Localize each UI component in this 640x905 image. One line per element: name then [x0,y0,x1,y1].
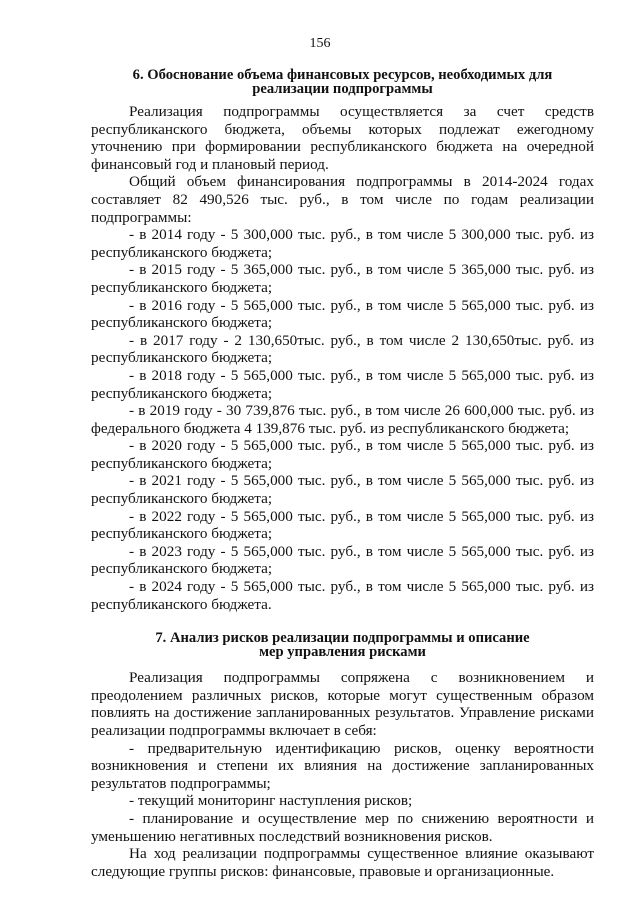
section-6-heading-line2: реализации подпрограммы [252,81,433,97]
section-7-paragraph-1: Реализация подпрограммы сопряжена с возникновением и преодолением различных рисков, которые могут существенным образом повлиять на достижение запланированных результатов. Управление рисками реализации подпрограммы включает в себя: [91,669,594,739]
funding-item-2021: - в 2021 году - 5 565,000 тыс. руб., в том числе 5 565,000 тыс. руб. из республиканского бюджета; [91,472,594,508]
section-7-heading-line2: мер управления рисками [259,644,426,661]
funding-item-2022: - в 2022 году - 5 565,000 тыс. руб., в том числе 5 565,000 тыс. руб. из республиканского бюджета; [91,507,594,543]
funding-item-2016: - в 2016 году - 5 565,000 тыс. руб., в том числе 5 565,000 тыс. руб. из республиканского бюджета; [91,296,594,332]
section-7-heading-line1: 7. Анализ рисков реализации подпрограммы и описание [155,630,530,647]
funding-item-2019: - в 2019 году - 30 739,876 тыс. руб., в том числе 26 600,000 тыс. руб. из федерального бюджета 4 139,876 тыс. руб. из республиканского бюджета; [91,402,594,437]
section-6-paragraph-1: Реализация подпрограммы осуществляется за счет средств республиканского бюджета, объемы которых подлежат ежегодному уточнению при формировании республиканского бюджета на очередной финансовый год и плановый период. [91,103,594,173]
funding-item-2014: - в 2014 году - 5 300,000 тыс. руб., в том числе 5 300,000 тыс. руб. из республиканского бюджета; [91,226,594,261]
funding-item-2020: - в 2020 году - 5 565,000 тыс. руб., в том числе 5 565,000 тыс. руб. из республиканского бюджета; [91,437,594,472]
section-6-heading [91,68,594,96]
funding-item-2015: - в 2015 году - 5 365,000 тыс. руб., в том числе 5 365,000 тыс. руб. из республиканского бюджета; [91,261,594,296]
section-7-paragraph-2: На ход реализации подпрограммы существенное влияние оказывают следующие группы рисков: финансовые, правовые и организационные. [91,845,594,880]
funding-item-2017: - в 2017 году - 2 130,650тыс. руб., в том числе 2 130,650тыс. руб. из республиканского бюджета; [91,331,594,367]
page-number: 156 [309,36,331,51]
risk-item-monitoring: - текущий мониторинг наступления рисков; [129,792,413,810]
funding-item-2018: - в 2018 году - 5 565,000 тыс. руб., в том числе 5 565,000 тыс. руб. из республиканского бюджета; [91,366,594,402]
section-7-heading [91,631,594,659]
risk-item-identification: - предварительную идентификацию рисков, оценку вероятности возникновения и степени их влияния на достижение запланированных результатов подпрограммы; [91,739,594,792]
funding-item-2024: - в 2024 году - 5 565,000 тыс. руб., в том числе 5 565,000 тыс. руб. из республиканского бюджета. [91,578,594,613]
page-content [91,68,594,880]
risk-item-planning: - планирование и осуществление мер по снижению вероятности и уменьшению негативных последствий возникновения рисков. [91,809,594,845]
section-6-paragraph-2: Общий объем финансирования подпрограммы в 2014-2024 годах составляет 82 490,526 тыс. руб., в том числе по годам реализации подпрограммы: [91,173,594,226]
section-6-heading-line1: 6. Обоснование объема финансовых ресурсов, необходимых для [132,67,553,83]
funding-item-2023: - в 2023 году - 5 565,000 тыс. руб., в том числе 5 565,000 тыс. руб. из республиканского бюджета; [91,542,594,578]
